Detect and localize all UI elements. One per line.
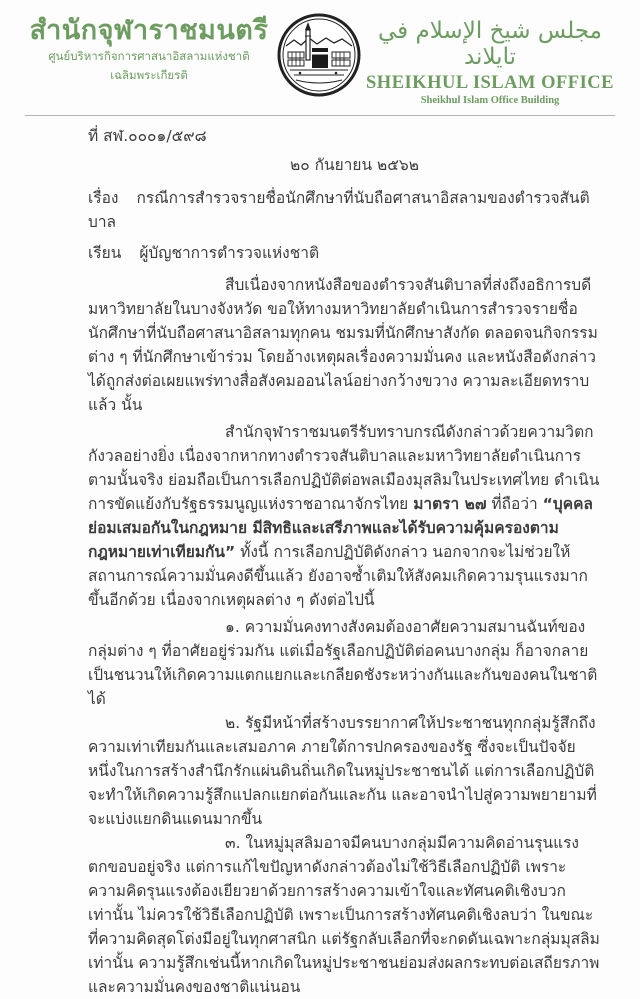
salutation-line bbox=[88, 241, 600, 265]
org-name-english: SHEIKHUL ISLAM OFFICE bbox=[366, 72, 614, 93]
subject-text: กรณีการสำรวจรายชื่อนักศึกษาที่นับถือศาสนาอิสลามของตำรวจสันติบาล bbox=[88, 188, 590, 231]
subject-line bbox=[88, 186, 600, 234]
paragraph-2-bold-quote: “บุคคลย่อมเสมอกันในกฎหมาย มีสิทธิและเสรีภาพและได้รับความคุ้มครองตามกฎหมายเท่าเทียมกัน” bbox=[88, 494, 593, 561]
letter-date: ๒๐ กันยายน ๒๕๖๒ bbox=[290, 155, 419, 174]
paragraph-2-seg3: ทั้งนี้ การเลือกปฏิบัติดังกล่าว นอกจากจะไม่ช่วยให้สถานการณ์ความมั่นคงดีขึ้นแล้ว ยังอาจซ้ำเติมให้สังคมเกิดความรุนแรงมากขึ้นอีกด้วย เนื่องจากเหตุผลต่าง ๆ ดังต่อไปนี้ bbox=[88, 542, 588, 609]
paragraph-2 bbox=[88, 420, 600, 612]
paragraph-2-bold-section27: มาตรา ๒๗ bbox=[413, 494, 487, 513]
salutation-label: เรียน bbox=[88, 243, 122, 262]
org-name-thai-block bbox=[24, 12, 274, 83]
letterhead bbox=[0, 12, 640, 106]
org-subtitle-thai-1: ศูนย์บริหารกิจการศาสนาอิสลามแห่งชาติ bbox=[48, 49, 250, 64]
numbered-item-2: ๒. รัฐมีหน้าที่สร้างบรรยากาศให้ประชาชนทุกกลุ่มรู้สึกถึงความเท่าเทียมกันและเสมอภาค ภายใต้การปกครองของรัฐ ซึ่งจะเป็นปัจจัยหนึ่งในการสร้างสำนึกรักแผ่นดินถิ่นเกิดในหมู่ประชาชนได้ แต่การเลือกปฏิบัติจะทำให้เกิดความรู้สึกแปลกแยกต่อกันและกัน และอาจนำไปสู่ความพยายามที่จะแบ่งแยกดินแดนมากขึ้น bbox=[88, 713, 597, 828]
paragraph-1: สืบเนื่องจากหนังสือของตำรวจสันติบาลที่ส่งถึงอธิการบดีมหาวิทยาลัยในบางจังหวัด ขอให้ทางมหาวิทยาลัยดำเนินการสำรวจรายชื่อนักศึกษาที่นับถือศาสนาอิสลามทุกคน ชมรมที่นักศึกษาสังกัด ตลอดจนกิจกรรมต่าง ๆ ที่นักศึกษาเข้าร่วม โดยอ้างเหตุผลเรื่องความมั่นคง และหนังสือดังกล่าวได้ถูกส่งต่อเผยแพร่ทางสื่อสังคมออนไลน์อย่างกว้างขวาง ความละเอียดทราบแล้ว นั้น bbox=[88, 275, 598, 414]
document-number: ที่ สฬ.๐๐๐๑/๕๙๘ bbox=[88, 126, 207, 145]
letter-body bbox=[0, 116, 640, 999]
org-name-arabic: مجلس شيخ الإسلام في تايلاند bbox=[377, 18, 602, 71]
org-name-thai: สำนักจุฬาราชมนตรี bbox=[29, 15, 269, 46]
subject-label: เรื่อง bbox=[88, 188, 119, 207]
paragraph-2-seg2: ที่ถือว่า bbox=[486, 494, 543, 513]
org-name-english-block bbox=[364, 12, 616, 106]
numbered-item-3: ๓. ในหมู่มุสลิมอาจมีคนบางกลุ่มมีความคิดอ่านรุนแรงตกขอบอยู่จริง แต่การแก้ไขปัญหาดังกล่าวต้องไม่ใช้วิธีเลือกปฏิบัติ เพราะความคิดรุนแรงต้องเยียวยาด้วยการสร้างความเข้าใจและทัศนคติเชิงบวกเท่านั้น ไม่ควรใช้วิธีเลือกปฏิบัติ เพราะเป็นการสร้างทัศนคติเชิงลบว่า ในขณะที่ความคิดสุดโต่งมีอยู่ในทุกศาสนิก แต่รัฐกลับเลือกที่จะกดดันเฉพาะกลุ่มมุสลิมเท่านั้น ความรู้สึกเช่นนี้หากเกิดในหมู่ประชาชนย่อมส่งผลกระทบต่อเสถียรภาพและความมั่นคงของชาติแน่นอน bbox=[88, 833, 600, 996]
salutation-text: ผู้บัญชาการตำรวจแห่งชาติ bbox=[139, 243, 320, 262]
org-subtitle-thai-2: เฉลิมพระเกียรติ bbox=[110, 67, 188, 82]
paragraph-2-seg1: สำนักจุฬาราชมนตรีรับทราบกรณีดังกล่าวด้วยความวิตกกังวลอย่างยิ่ง เนื่องจากหากทางตำรวจสันติบาลและมหาวิทยาลัยดำเนินการตามนั้นจริง ย่อมถือเป็นการเลือกปฏิบัติต่อพลเมืองมุสลิมในประเทศไทย ดำเนินการขัดแย้งกับรัฐธรรมนูญแห่งราชอาณาจักรไทย bbox=[88, 422, 600, 513]
numbered-item-1: ๑. ความมั่นคงทางสังคมต้องอาศัยความสมานฉันท์ของกลุ่มต่าง ๆ ที่อาศัยอยู่ร่วมกัน แต่เมื่อรัฐเลือกปฏิบัติต่อคนบางกลุ่ม ก็อาจกลายเป็นชนวนให้เกิดความแตกแยกและเกลียดชังระหว่างกันและกันของคนในชาติได้ bbox=[88, 617, 598, 708]
org-subtitle-english: Sheikhul Islam Office Building bbox=[420, 94, 560, 106]
kaaba-minaret-emblem-icon bbox=[276, 12, 362, 98]
